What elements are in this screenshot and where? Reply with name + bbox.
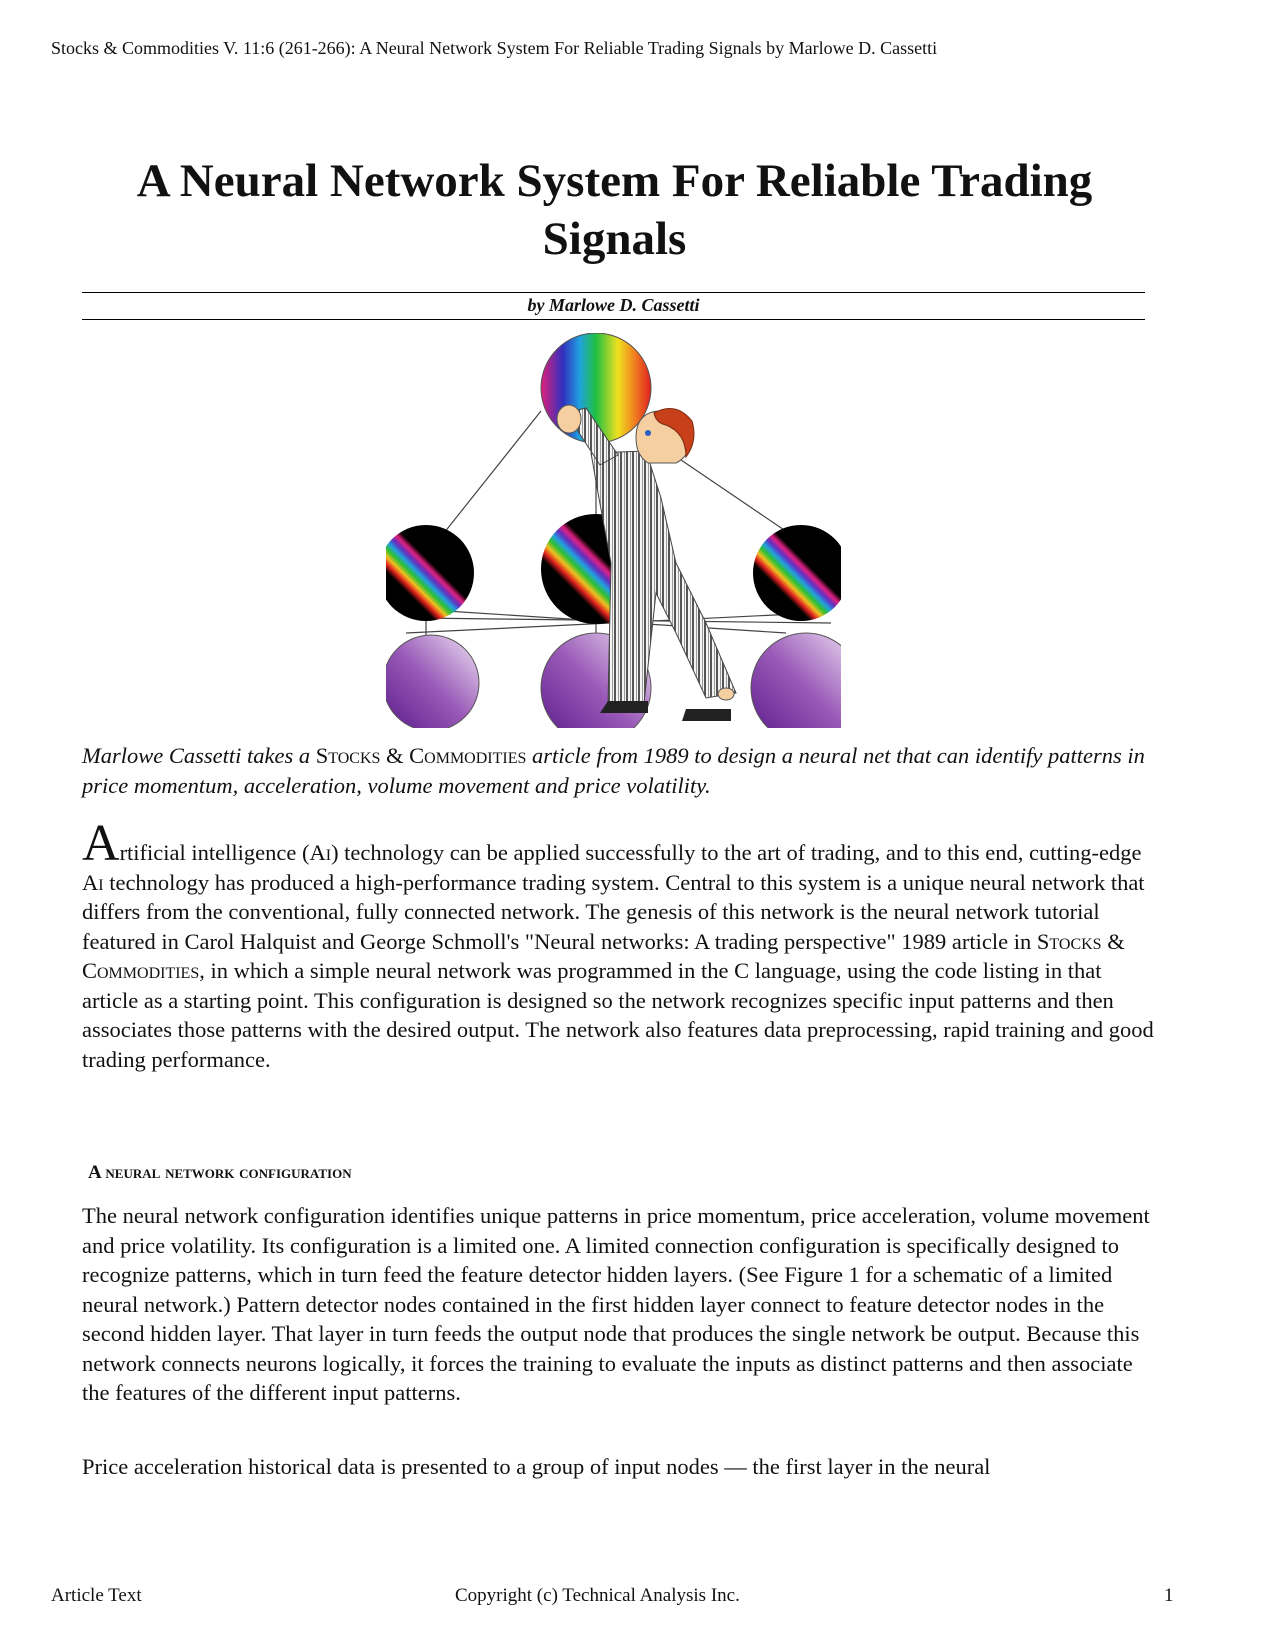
footer-label: Article Text xyxy=(51,1585,142,1606)
drop-cap: A xyxy=(82,815,120,872)
magazine-name: Stocks & Commodities xyxy=(82,928,1125,983)
neural-network-illustration xyxy=(386,333,841,728)
article-title: A Neural Network System For Reliable Trading Signals xyxy=(136,155,1093,265)
page-number: 1 xyxy=(1164,1585,1174,1606)
paragraph-1: Artificial intelligence (Ai) technology can be applied successfully to the art of trading, and to this end, cutting-edge Ai technology has produced a high-performance trading system. Central to this system is a unique neural network that differs from the conventional, fully connected network. The genesis of this network is the neural network tutorial featured in Carol Halquist and George Schmoll's "Neural networks: A trading perspective" 1989 article in Stocks & Commodities, in which a simple neural network was programmed in the C language, using the code listing in that article as a starting point. This configuration is designed so the network recognizes specific input patterns and then associates those patterns with the desired output. The network also features data preprocessing, rapid training and good trading performance. xyxy=(82,815,1154,1072)
paragraph-3: Price acceleration historical data is presented to a group of input nodes — the first layer in the neural xyxy=(82,1454,991,1479)
magazine-name: Stocks & Commodities xyxy=(315,743,527,768)
article-intro: Marlowe Cassetti takes a Stocks & Commodities article from 1989 to design a neural net that can identify patterns in price momentum, acceleration, volume movement and price volatility. xyxy=(82,743,1145,798)
section-heading: A neural network configuration xyxy=(88,1162,352,1183)
byline: by Marlowe D. Cassetti xyxy=(82,292,1145,320)
running-header: Stocks & Commodities V. 11:6 (261-266): A Neural Network System For Reliable Trading Signals by Marlowe D. Cassetti xyxy=(51,38,938,58)
footer-copyright: Copyright (c) Technical Analysis Inc. xyxy=(455,1585,740,1606)
paragraph-2: The neural network configuration identifies unique patterns in price momentum, price acceleration, volume movement and price volatility. Its configuration is a limited one. A limited connection configuration is specifically designed to recognize patterns, which in turn feed the feature detector hidden layers. (See Figure 1 for a schematic of a limited neural network.) Pattern detector nodes contained in the first hidden layer connect to feature detector nodes in the second hidden layer. That layer in turn feeds the output node that produces the single network be output. Because this network connects neurons logically, it forces the training to evaluate the inputs as distinct patterns and then associate the features of the different input patterns. xyxy=(82,1203,1150,1405)
